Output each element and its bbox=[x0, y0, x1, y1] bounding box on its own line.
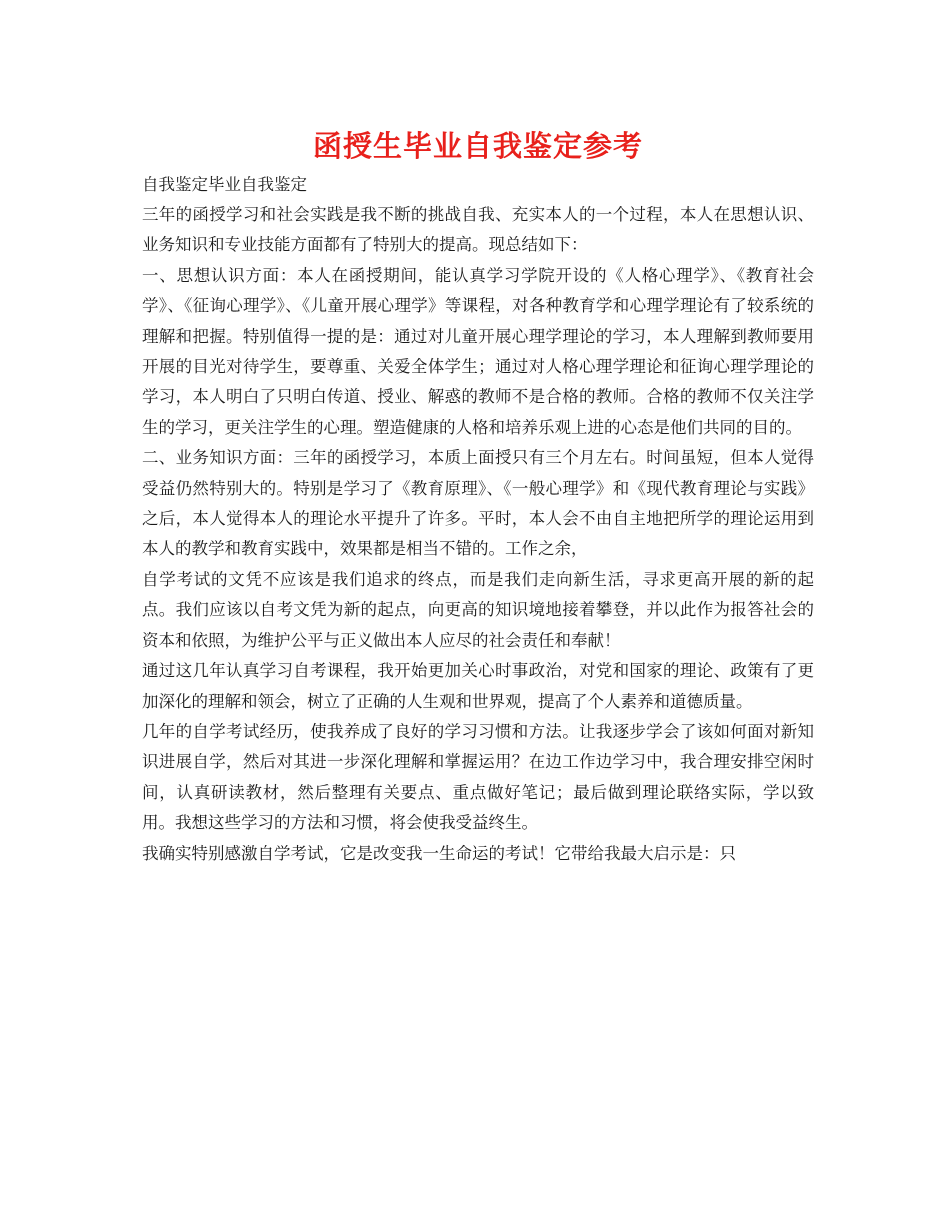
paragraph-politics: 通过这几年认真学习自考课程，我开始更加关心时事政治，对党和国家的理论、政策有了更加深化的理解和领会，树立了正确的人生观和世界观，提高了个人素养和道德质量。 bbox=[142, 661, 814, 711]
document-title: 函授生毕业自我鉴定参考 bbox=[312, 129, 643, 163]
paragraph-study-habits: 几年的自学考试经历，使我养成了良好的学习习惯和方法。让我逐步学会了该如何面对新知识进展自学，然后对其进一步深化理解和掌握运用？在边工作边学习中，我合理安排空闲时间，认真研读教材，然后整理有关要点、重点做好笔记；最后做到理论联络实际，学以致用。我想这些学习的方法和习惯，将会使我受益终生。 bbox=[142, 721, 814, 833]
paragraph-intro: 三年的函授学习和社会实践是我不断的挑战自我、充实本人的一个过程，本人在思想认识、业务知识和专业技能方面都有了特别大的提高。现总结如下： bbox=[142, 205, 814, 255]
document-page bbox=[142, 124, 814, 869]
paragraph-diploma: 自学考试的文凭不应该是我们追求的终点，而是我们走向新生活，寻求更高开展的新的起点。我们应该以自考文凭为新的起点，向更高的知识境地接着攀登，并以此作为报答社会的资本和依照，为维护公平与正义做出本人应尽的社会责任和奉献！ bbox=[142, 569, 814, 650]
document-subtitle: 自我鉴定毕业自我鉴定 bbox=[142, 175, 307, 194]
paragraph-ideology: 一、思想认识方面：本人在函授期间，能认真学习学院开设的《人格心理学》、《教育社会学》、《征询心理学》、《儿童开展心理学》等课程，对各种教育学和心理学理论有了较系统的理解和把握。特别值得一提的是：通过对儿童开展心理学理论的学习，本人理解到教师要用开展的目光对待学生，要尊重、关爱全体学生；通过对人格心理学理论和征询心理学理论的学习，本人明白了只明白传道、授业、解惑的教师不是合格的教师。合格的教师不仅关注学生的学习，更关注学生的心理。塑造健康的人格和培养乐观上进的心态是他们共同的目的。 bbox=[142, 265, 814, 437]
paragraph-gratitude: 我确实特别感激自学考试，它是改变我一生命运的考试！它带给我最大启示是：只 bbox=[142, 843, 736, 863]
paragraph-business-knowledge: 二、业务知识方面：三年的函授学习，本质上面授只有三个月左右。时间虽短，但本人觉得受益仍然特别大的。特别是学习了《教育原理》、《一般心理学》和《现代教育理论与实践》之后，本人觉得本人的理论水平提升了许多。平时，本人会不由自主地把所学的理论运用到本人的教学和教育实践中，效果都是相当不错的。工作之余， bbox=[142, 448, 814, 559]
